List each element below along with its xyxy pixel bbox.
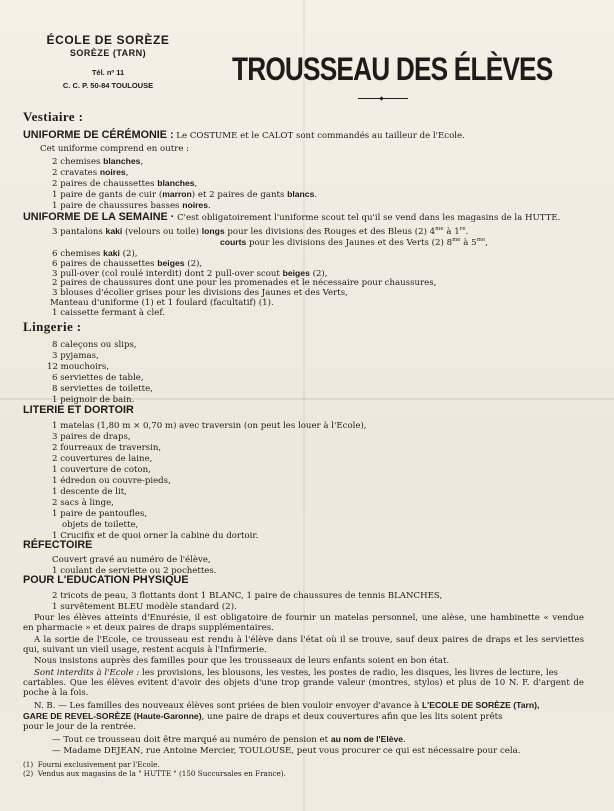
- note-insistons: Nous insistons auprès des familles pour que les trousseaux de leurs enfants soient en bon état.: [34, 656, 450, 666]
- list-item: 6 paires de chaussettes beiges (2),: [52, 258, 203, 269]
- note-interdits: Sont interdits à l'Ecole : les provisions, les blousons, les vestes, les postes de radio, les disques, les livres de lecture, les: [34, 668, 559, 678]
- list-item: 2 cravates noires,: [52, 167, 129, 178]
- education-line: 1 survêtement BLEU modèle standard (2).: [52, 602, 237, 612]
- list-item: 1 paire de pantoufles,: [52, 509, 148, 519]
- uniforme-semaine-intro: C'est obligatoirement l'uniforme scout tel qu'il se vend dans les magasins de la HUTTE.: [174, 213, 561, 223]
- list-item: 12 mouchoirs,: [47, 362, 110, 372]
- uniforme-ceremonie-intro: Le COSTUME et le CALOT sont commandés au tailleur de l'Ecole.: [173, 131, 465, 141]
- note-dejean: — Madame DEJEAN, rue Antoine Mercier, TOULOUSE, peut vous procurer ce qui est nécessaire pour cela.: [52, 746, 521, 756]
- list-item: 1 matelas (1,80 m × 0,70 m) avec traversin (on peut les louer à l'Ecole),: [52, 421, 367, 431]
- note-interdits-cont: poche à la fois.: [23, 688, 89, 698]
- list-item: 3 pantalons kaki (velours ou toile) longs pour les divisions des Rouges et des Bleus (2) $4^{me}$ à 1re.: [52, 226, 469, 237]
- list-item: 2 paires de chaussettes blanches,: [52, 178, 198, 189]
- section-vestiaire-heading: Vestiaire :: [23, 109, 84, 124]
- uniforme-ceremonie-heading: UNIFORME DE CÉRÉMONIE :: [23, 129, 174, 141]
- note-sortie: A la sortie de l'Ecole, ce trousseau est rendu à l'élève dans l'état où il se trouve, sauf deux paires de draps et les serviettes: [34, 635, 584, 645]
- refectoire-line: Couvert gravé au numéro de l'élève,: [52, 555, 211, 565]
- note-interdits-cont: cartables. Que les élèves evitent d'avoir des objets d'une trop grande valeur (montres, stylos) et plus de 10 N. F. d'argent de: [23, 678, 584, 688]
- list-item: 3 pyjamas,: [52, 351, 99, 361]
- section-lingerie-heading: Lingerie :: [23, 319, 82, 334]
- list-item: 1 édredon ou couvre-pieds,: [52, 476, 171, 486]
- list-item: 2 chemises blanches,: [52, 156, 144, 167]
- list-item: 2 fourreaux de traversin,: [52, 443, 162, 453]
- list-item: 3 blouses d'écolier grises pour les divisions des Jaunes et des Verts,: [52, 288, 348, 298]
- uniforme-semaine-heading: UNIFORME DE LA SEMAINE ·: [23, 211, 175, 223]
- list-item: 1 couverture de coton,: [52, 465, 151, 475]
- section-refectoire-heading: RÉFECTOIRE: [23, 539, 93, 551]
- list-item: 3 paires de draps,: [52, 432, 131, 442]
- list-item: 1 descente de lit,: [52, 487, 127, 497]
- page-title: TROUSSEAU DES ÉLÈVES: [232, 51, 553, 87]
- list-item: 6 serviettes de table,: [52, 373, 144, 383]
- list-item: 1 paire de chaussures basses noires.: [52, 200, 211, 211]
- list-item: objets de toilette,: [62, 520, 139, 530]
- list-item: 1 paire de gants de cuir (marron) et 2 paires de gants blancs.: [52, 189, 318, 200]
- note-nb-cont: pour le jour de la rentrée.: [23, 722, 136, 732]
- note-enuresie-cont: en pharmacie » et deux paires de draps supplémentaires.: [23, 623, 274, 633]
- note-sortie-cont: qui, suivant un vieil usage, restent acquis à l'Infirmerie.: [23, 645, 267, 655]
- list-item: 1 Crucifix et de quoi orner la cabine du dortoir.: [52, 531, 259, 541]
- list-item: 2 sacs à linge,: [52, 498, 114, 508]
- list-item: 8 serviettes de toilette,: [52, 384, 153, 394]
- footnote: (2) Vendus aux magasins de la " HUTTE " (150 Succursales en France).: [23, 769, 286, 778]
- education-line: 2 tricots de peau, 3 flottants dont 1 BLANC, 1 paire de chaussures de tennis BLANCHES,: [52, 591, 443, 601]
- school-ccp: C. C. P. 50-84 TOULOUSE: [62, 81, 154, 90]
- list-item: 2 paires de chaussures dont une pour les promenades et le nécessaire pour chaussures,: [52, 278, 437, 288]
- list-item: 1 caissette fermant à clef.: [52, 308, 165, 318]
- refectoire-line: 1 coulant de serviette ou 2 pochettes.: [52, 566, 217, 576]
- list-item-continuation: courts pour les divisions des Jaunes et des Verts (2) $8^{me}$ à $5^{me}$,: [220, 237, 488, 248]
- uniforme-ceremonie-line: [23, 131, 465, 141]
- list-item: 2 couvertures de laine,: [52, 454, 153, 464]
- uniforme-semaine-line: [23, 213, 560, 223]
- uniforme-ceremonie-intro2: Cet uniforme comprend en outre :: [40, 144, 190, 154]
- list-item: 8 caleçons ou slips,: [52, 340, 137, 350]
- section-literie-heading: LITERIE ET DORTOIR: [23, 404, 134, 416]
- list-item: 6 chemises kaki (2),: [52, 248, 138, 259]
- note-enuresie: Pour les élèves atteints d'Enurésie, il est obligatoire de fournir un matelas personnel, une alèse, une hambinette « vendue: [34, 613, 584, 623]
- list-item: 3 pull-over (col roulé interdit) dont 2 pull-over scout beiges (2),: [52, 268, 328, 279]
- section-education-heading: POUR L'EDUCATION PHYSIQUE: [23, 574, 189, 586]
- note-nb: N. B. — Les familles des nouveaux élèves sont priées de bien vouloir envoyer d'avance à L'ECOLE DE SORÈZE (Tarn),: [34, 700, 540, 711]
- school-town: SORÈZE (TARN): [69, 48, 147, 58]
- note-nb-cont: GARE DE REVEL-SORÈZE (Haute-Garonne), une paire de draps et deux couvertures afin que les lits soient prêts: [23, 711, 503, 722]
- list-item: Manteau d'uniforme (1) et 1 foulard (facultatif) (1).: [50, 298, 274, 308]
- note-marquage: — Tout ce trousseau doit être marqué au numéro de pension et au nom de l'Elève.: [52, 734, 406, 745]
- school-name: ÉCOLE DE SORÈZE: [46, 33, 170, 47]
- list-item: 1 peignoir de bain.: [52, 395, 135, 405]
- footnote: (1) Fourni exclusivement par l'Ecole.: [23, 760, 160, 769]
- school-telephone: Tél. nº 11: [91, 68, 125, 77]
